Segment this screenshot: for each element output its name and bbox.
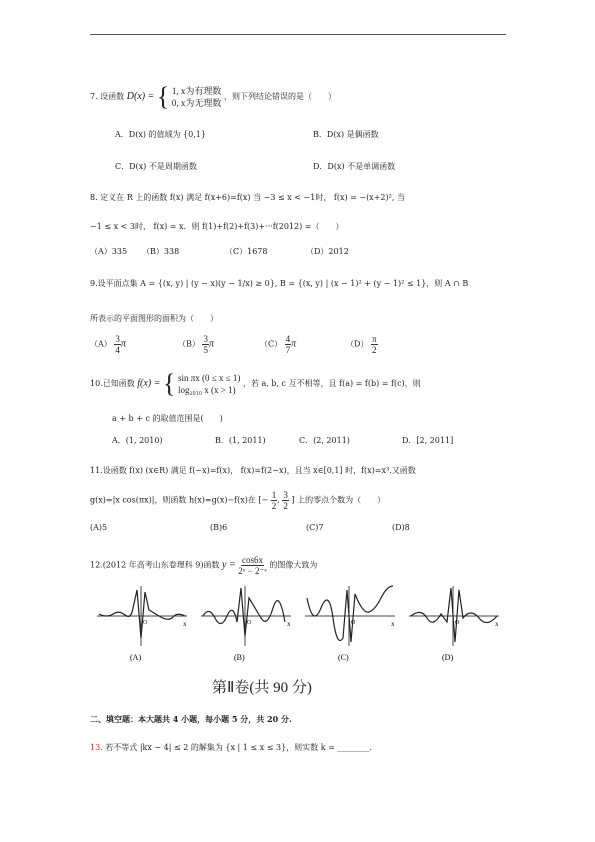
- question-7: [90, 82, 336, 111]
- q10-option-c: C．(2, 2011): [299, 436, 350, 445]
- question-8-line2: −1 ≤ x < 3时， f(x) = x．则 f(1)+f(2)+f(3)+···f(2012) =（ ）: [90, 222, 344, 231]
- q10-option-d: D．[2, 2011]: [402, 436, 454, 445]
- q9-option-c: （C） $\frac{4}{7}$ π: [260, 334, 297, 355]
- q12-lhs: y =: [222, 559, 236, 571]
- q7-case2: 0, x为无理数: [171, 98, 222, 108]
- q11-option-b: (B)6: [210, 523, 228, 532]
- q10-stem: 10.已知函数: [90, 379, 135, 388]
- q8-option-b: （B）338: [142, 247, 180, 256]
- q12-stem: 12.(2012 年高考山东卷理科 9)函数: [90, 560, 220, 570]
- graph-d: [409, 586, 499, 662]
- q7-option-c: C．D(x) 不是周期函数: [115, 162, 197, 171]
- question-11-line1: 11.设函数 f(x) (x∈R) 满足 f(−x)=f(x)， f(x)=f(2−x)，且当 x∈[0,1] 时，f(x)=x³.又函数: [90, 466, 416, 475]
- q9-option-d: （D） $\frac{\pi}{2}$: [346, 334, 377, 355]
- q7-option-a: A．D(x) 的值域为 {0,1}: [115, 130, 206, 139]
- q9-option-b: （B） $\frac{3}{5}$ π: [178, 334, 214, 355]
- header-rule: [90, 34, 506, 35]
- question-13: [90, 742, 372, 754]
- graph-label-d: (D): [442, 653, 454, 662]
- q10-option-a: A．(1, 2010): [112, 436, 163, 445]
- graph-c: [305, 586, 395, 662]
- fill-in-instructions: 二、填空题：本大题共 4 小题，每小题 5 分，共 20 分.: [90, 714, 292, 724]
- q7-case1: 1, x为有理数: [171, 86, 222, 96]
- svg-text:x: x: [495, 620, 499, 628]
- svg-text:O: O: [351, 620, 356, 626]
- svg-text:O: O: [247, 620, 252, 626]
- q13-text: 若不等式 |kx − 4| ≤ 2 的解集为 {x | 1 ≤ x ≤ 3}，则实数 k = ________.: [105, 743, 372, 752]
- q10-cases: [178, 372, 240, 396]
- question-8-line1: 8. 定义在 R 上的函数 f(x) 满足 f(x+6)=f(x) 当 −3 ≤ x < −1时， f(x) = −(x+2)², 当: [90, 193, 405, 202]
- graph-label-c: (C): [338, 653, 349, 662]
- q7-stem: 7. 设函数: [90, 92, 125, 101]
- section-2-title: 第Ⅱ卷(共 90 分): [212, 680, 312, 696]
- q9-option-a: （A） $\frac{3}{4}$ π: [90, 334, 126, 355]
- question-9-line1: 9.设平面点集 A = {(x, y) | (y − x)(y − 1/x) ≥ 0}, B = {(x, y) | (x − 1)² + (y − 1)² ≤ 1}，则 A ∩ B: [90, 279, 469, 288]
- graph-a: [97, 586, 187, 662]
- q12-graphs: [95, 578, 499, 668]
- svg-text:x: x: [183, 620, 187, 628]
- question-11-line2: g(x)=|x cos(πx)|，则函数 h(x)=g(x)−f(x)在 [− $\frac{1}{2}$ , $\frac{3}{2}$ ] 上的零点个数为（ ）: [90, 490, 386, 511]
- q7-brace: {: [156, 82, 170, 111]
- q10-brace: {: [162, 369, 176, 398]
- q7-option-d: D．D(x) 不是单调函数: [313, 162, 396, 171]
- q12-formula: $\frac{\cos 6x}{\text{2ˣ − 2⁻ˣ}}$: [238, 555, 267, 576]
- graph-b: [201, 586, 291, 662]
- svg-text:O: O: [143, 620, 148, 626]
- q10-tail: ，若 a, b, c 互不相等，且 f(a) = f(b) = f(c)，则: [242, 379, 421, 388]
- q11-option-c: (C)7: [306, 523, 324, 532]
- q11-option-d: (D)8: [392, 523, 410, 532]
- q10-option-b: B．(1, 2011): [215, 436, 266, 445]
- q8-option-d: （D）2012: [306, 247, 349, 256]
- q8-option-a: （A）335: [90, 247, 128, 256]
- q10-case1: sin πx (0 ≤ x ≤ 1): [177, 373, 241, 383]
- q7-cases: [172, 85, 222, 109]
- q10-function: f(x) =: [137, 378, 161, 389]
- q7-option-b: B．D(x) 是偶函数: [313, 130, 379, 139]
- q8-option-c: （C）1678: [225, 247, 268, 256]
- svg-text:x: x: [391, 620, 395, 628]
- q12-tail: 的图像大致为: [269, 560, 318, 570]
- q13-number: 13.: [90, 743, 103, 752]
- q11-option-a: (A)5: [90, 523, 108, 532]
- question-9-line2: 所表示的平面图形的面积为（ ）: [90, 314, 218, 323]
- graph-label-b: (B): [234, 653, 245, 662]
- svg-text:O: O: [455, 620, 460, 626]
- svg-text:x: x: [287, 620, 291, 628]
- q7-function: D(x) =: [126, 91, 155, 102]
- question-10: [90, 369, 421, 398]
- question-12: [90, 555, 317, 576]
- graph-label-a: (A): [130, 653, 142, 662]
- question-10-line2: a + b + c 的取值范围是( ): [112, 414, 223, 423]
- q10-case2: log₂₀₁₀ x (x > 1): [177, 385, 236, 395]
- q7-tail: ，则下列结论错误的是（ ）: [223, 92, 336, 101]
